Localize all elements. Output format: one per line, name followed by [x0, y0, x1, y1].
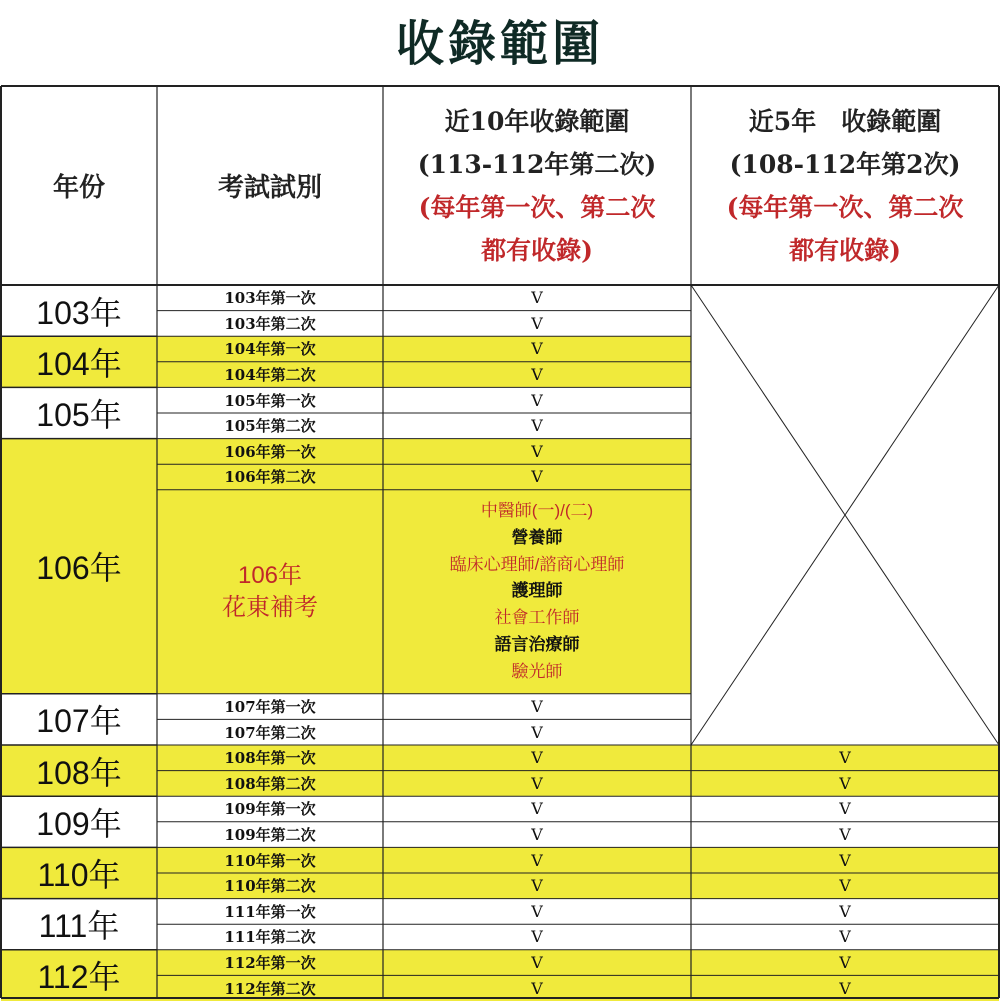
exam-name: 107年第一次	[224, 698, 316, 717]
makeup-subject: 驗光師	[511, 661, 563, 681]
recent-5-check-mark: V	[691, 745, 999, 771]
exam-name: 108年第二次	[157, 771, 383, 797]
header-recent-5-note2: 都有收錄)	[789, 235, 901, 265]
recent-5-check-mark: V	[839, 825, 851, 845]
recent-10-check-mark: V	[531, 825, 543, 845]
year-label: 104年	[1, 336, 157, 387]
year-label: 105年	[36, 396, 122, 433]
exam-name: 105年第一次	[224, 391, 316, 410]
recent-10-check-mark: V	[383, 950, 691, 976]
recent-10-check-mark: V	[531, 697, 543, 717]
exam-name: 111年第一次	[224, 902, 316, 921]
recent-10-check-mark: V	[383, 745, 691, 771]
makeup-subject: 語言治療師	[494, 634, 580, 654]
year-label: 108年	[1, 745, 157, 796]
recent-5-check-mark: V	[839, 901, 851, 921]
year-label: 107年	[36, 703, 122, 740]
makeup-subject: 護理師	[511, 581, 563, 601]
exam-name: 103年第一次	[224, 289, 316, 308]
recent-5-check-mark: V	[839, 799, 851, 819]
recent-10-check-mark: V	[383, 847, 691, 873]
recent-10-check-mark: V	[531, 416, 543, 436]
recent-10-check-mark: V	[531, 927, 543, 947]
recent-5-check-mark: V	[839, 927, 851, 947]
recent-10-check-mark: V	[383, 439, 691, 465]
recent-10-check-mark: V	[383, 362, 691, 388]
recent-10-check-mark: V	[383, 873, 691, 899]
makeup-subject: 社會工作師	[494, 608, 580, 628]
recent-10-check-mark: V	[531, 288, 543, 308]
recent-5-check-mark: V	[691, 873, 999, 899]
recent-5-check-mark: V	[691, 771, 999, 797]
exam-name: 109年第一次	[224, 800, 316, 819]
exam-name: 108年第一次	[157, 745, 383, 771]
makeup-subject: 臨床心理師/諮商心理師	[449, 554, 625, 574]
exam-name: 106年第二次	[157, 464, 383, 490]
recent-5-check-mark: V	[691, 950, 999, 976]
header-recent-10-note1: (每年第一次、第二次	[418, 192, 656, 222]
year-label: 111年	[38, 908, 120, 945]
recent-10-check-mark: V	[383, 464, 691, 490]
recent-10-check-mark: V	[531, 390, 543, 410]
header-recent-10-note2: 都有收錄)	[481, 235, 593, 265]
exam-name: 110年第二次	[157, 873, 383, 899]
header-recent-10-line1: 近10年收錄範圍	[444, 106, 630, 136]
exam-name: 112年第二次	[157, 975, 383, 1001]
exam-name: 106年第一次	[157, 439, 383, 465]
page-title: 收錄範圍	[395, 16, 604, 72]
year-label: 103年	[36, 294, 122, 331]
exam-name: 111年第二次	[224, 928, 316, 947]
exam-name: 105年第二次	[224, 417, 316, 436]
exam-name: 112年第一次	[157, 950, 383, 976]
header-recent-5-line2: (108-112年第2次)	[729, 149, 961, 179]
exam-name: 109年第二次	[224, 826, 316, 845]
recent-10-check-mark: V	[531, 722, 543, 742]
makeup-subject: 營養師	[511, 527, 563, 547]
makeup-subject: 中醫師(一)/(二)	[480, 501, 594, 520]
recent-10-check-mark: V	[383, 975, 691, 1001]
recent-10-check-mark: V	[383, 336, 691, 362]
exam-name: 107年第二次	[224, 723, 316, 742]
exam-name: 110年第一次	[157, 847, 383, 873]
header-recent-5-line1: 近5年 收錄範圍	[748, 106, 942, 136]
header-exam: 考試試別	[217, 173, 322, 203]
makeup-exam-label-name: 花東補考	[222, 593, 318, 621]
makeup-exam-label-year: 106年	[237, 561, 303, 589]
exam-name: 103年第二次	[224, 314, 316, 333]
year-label: 110年	[1, 847, 157, 898]
header-recent-5-note1: (每年第一次、第二次	[726, 192, 964, 222]
recent-10-check-mark: V	[531, 799, 543, 819]
recent-5-check-mark: V	[691, 975, 999, 1001]
year-label: 106年	[1, 439, 157, 694]
recent-10-check-mark: V	[531, 313, 543, 333]
recent-10-check-mark: V	[531, 901, 543, 921]
exam-name: 104年第一次	[157, 336, 383, 362]
recent-5-check-mark: V	[691, 847, 999, 873]
year-label: 112年	[1, 950, 157, 1001]
year-label: 109年	[36, 805, 122, 842]
recent-10-check-mark: V	[383, 771, 691, 797]
exam-name: 104年第二次	[157, 362, 383, 388]
header-year: 年份	[52, 173, 105, 203]
header-recent-10-line2: (113-112年第二次)	[417, 149, 657, 179]
